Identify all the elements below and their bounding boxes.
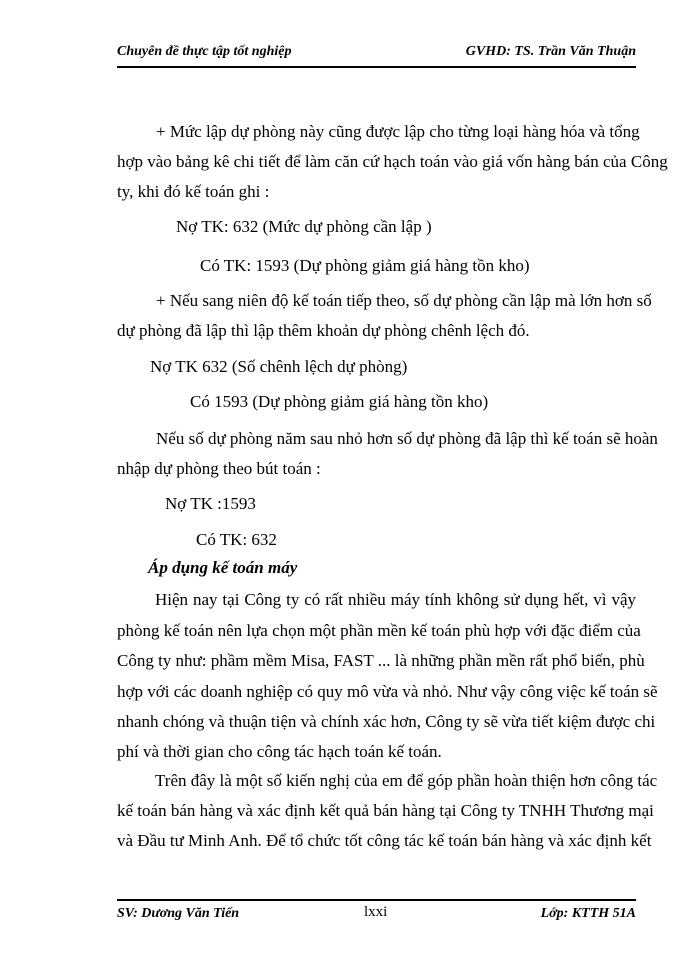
journal-entry: Có TK: 632 <box>196 530 277 549</box>
header-left: Chuyên đề thực tập tốt nghiệp <box>117 44 292 59</box>
footer-rule <box>117 899 636 901</box>
journal-entry: Nợ TK :1593 <box>165 494 256 513</box>
paragraph-line: Công ty như: phầm mềm Misa, FAST ... là những phần mền rất phổ biến, phù <box>117 651 645 670</box>
paragraph-line: Nếu số dự phòng năm sau nhỏ hơn số dự phòng đã lập thì kế toán sẽ hoàn <box>156 429 658 448</box>
paragraph-line: + Mức lập dự phòng này cũng được lập cho từng loại hàng hóa và tổng <box>156 122 640 141</box>
paragraph-line: nhập dự phòng theo bút toán : <box>117 459 321 478</box>
paragraph-line: nhanh chóng và thuận tiện và chính xác hơn, Công ty sẽ vừa tiết kiệm được chi <box>117 712 656 731</box>
header-rule <box>117 66 636 68</box>
paragraph-line: + Nếu sang niên độ kế toán tiếp theo, số dự phòng cần lập mà lớn hơn số <box>156 291 652 310</box>
page-header <box>117 44 636 64</box>
journal-entry: Có TK: 1593 (Dự phòng giảm giá hàng tồn kho) <box>200 256 530 275</box>
paragraph-line: phí và thời gian cho công tác hạch toán kế toán. <box>117 742 442 761</box>
journal-entry: Có 1593 (Dự phòng giảm giá hàng tồn kho) <box>190 392 489 411</box>
paragraph-line: hợp vào bảng kê chi tiết để làm căn cứ hạch toán vào giá vốn hàng bán của Công <box>117 152 668 171</box>
paragraph-line: ty, khi đó kế toán ghi : <box>117 182 270 201</box>
journal-entry: Nợ TK 632 (Số chênh lệch dự phòng) <box>150 357 408 376</box>
paragraph-line: Hiện nay tại Công ty có rất nhiều máy tính không sử dụng hết, vì vậy <box>155 590 636 609</box>
paragraph-line: phòng kế toán nên lựa chọn một phần mền kế toán phù hợp với đặc điểm của <box>117 621 641 640</box>
section-heading: Áp dụng kế toán máy <box>148 558 298 577</box>
footer-student: SV: Dương Văn Tiến <box>117 906 240 921</box>
page-number: lxxi <box>364 904 388 920</box>
footer-class: Lớp: KTTH 51A <box>540 906 636 921</box>
paragraph-line: Trên đây là một số kiến nghị của em để góp phần hoàn thiện hơn công tác <box>155 771 658 790</box>
header-right: GVHD: TS. Trần Văn Thuận <box>465 44 636 59</box>
page-footer <box>117 906 636 926</box>
journal-entry: Nợ TK: 632 (Mức dự phòng cần lập ) <box>176 217 432 236</box>
paragraph-line: hợp với các doanh nghiệp có quy mô vừa và nhỏ. Như vậy công việc kế toán sẽ <box>117 682 658 701</box>
paragraph-line: kế toán bán hàng và xác định kết quả bán hàng tại Công ty TNHH Thương mại <box>117 801 654 820</box>
paragraph-line: và Đầu tư Minh Anh. Để tổ chức tốt công tác kế toán bán hàng và xác định kết <box>117 831 652 850</box>
paragraph-line: dự phòng đã lập thì lập thêm khoản dự phòng chênh lệch đó. <box>117 321 530 340</box>
